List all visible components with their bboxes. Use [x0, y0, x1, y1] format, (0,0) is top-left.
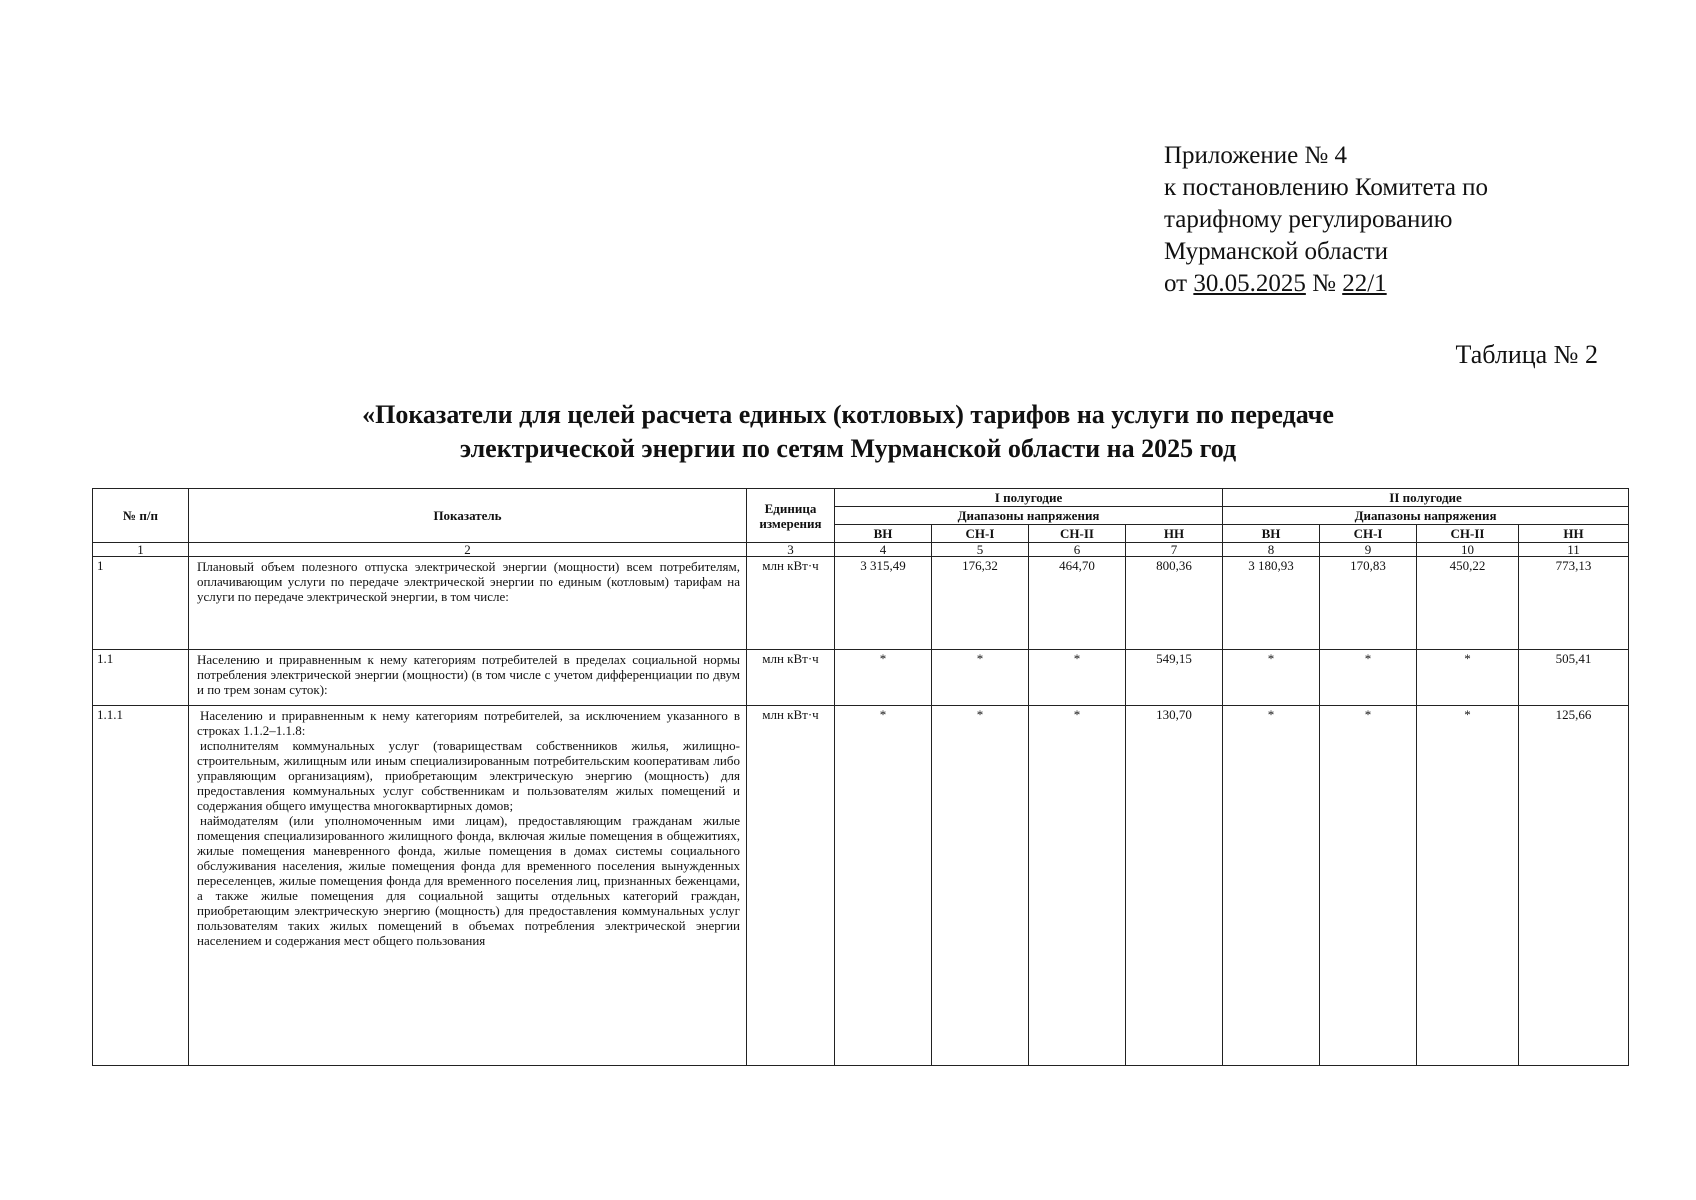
- header-level: СН-II: [1029, 525, 1126, 543]
- number-prefix: №: [1305, 270, 1343, 297]
- row-value: *: [1029, 706, 1126, 1066]
- header-level: НН: [1126, 525, 1223, 543]
- table-row: [93, 650, 1629, 706]
- row-value: 800,36: [1126, 557, 1223, 650]
- row-value: *: [835, 650, 932, 706]
- header-indicator: Показатель: [189, 489, 747, 543]
- row-value: 125,66: [1519, 706, 1629, 1066]
- row-value: *: [835, 706, 932, 1066]
- document-title: [0, 398, 1696, 466]
- row-number: 1.1: [93, 650, 189, 706]
- decree-date: 30.05.2025: [1193, 270, 1306, 297]
- title-line2: электрической энергии по сетям Мурманской области на 2025 год: [459, 434, 1237, 463]
- column-index: 4: [835, 543, 932, 557]
- header-level: СН-I: [1320, 525, 1417, 543]
- appendix-line4: Мурманской области: [1164, 238, 1389, 265]
- column-index-row: [93, 543, 1629, 557]
- header-ranges-1: Диапазоны напряжения: [835, 507, 1223, 525]
- row-value: 505,41: [1519, 650, 1629, 706]
- row-value: 773,13: [1519, 557, 1629, 650]
- row-unit: млн кВт·ч: [747, 650, 835, 706]
- column-index: 11: [1519, 543, 1629, 557]
- header-ranges-2: Диапазоны напряжения: [1223, 507, 1629, 525]
- row-indicator-par2: исполнителям коммунальных услуг (товариществам собственников жилья, жилищно-строительным, жилищным или иным специализированным потребительским кооперативам либо управляющим организациям), приобретающим электрическую энергию (мощность) для предоставления коммунальных услуг собственникам и пользователям жилых помещений и содержания общего имущества многоквартирных домов;: [197, 738, 740, 813]
- row-value: *: [1320, 706, 1417, 1066]
- row-value: *: [1417, 650, 1519, 706]
- decree-number: 22/1: [1342, 270, 1387, 297]
- table-row: [93, 706, 1629, 1066]
- column-index: 10: [1417, 543, 1519, 557]
- column-index: 9: [1320, 543, 1417, 557]
- header-level: НН: [1519, 525, 1629, 543]
- row-number: 1: [93, 557, 189, 650]
- row-indicator: Населению и приравненным к нему категориям потребителей в пределах социальной нормы потребления электрической энергии (мощности) (в том числе с учетом дифференциации по двум и по трем зонам суток):: [189, 650, 747, 706]
- header-level: СН-I: [932, 525, 1029, 543]
- column-index: 5: [932, 543, 1029, 557]
- column-index: 7: [1126, 543, 1223, 557]
- header-half1: I полугодие: [835, 489, 1223, 507]
- row-value: *: [1223, 650, 1320, 706]
- title-line1: «Показатели для целей расчета единых (котловых) тарифов на услуги по передаче: [362, 400, 1334, 429]
- row-indicator-par3: наймодателям (или уполномоченным ими лицам), предоставляющим гражданам жилые помещения специализированного жилищного фонда, включая жилые помещения в общежитиях, жилые помещения маневренного фонда, жилые помещения в домах системы социального обслуживания населения, жилые помещения фонда для временного поселения вынужденных переселенцев, жилые помещения фонда для временного поселения лиц, признанных беженцами, а также жилые помещения для социальной защиты отдельных категорий граждан, приобретающим электрическую энергию (мощность) для предоставления коммунальных услуг пользователям таких жилых помещений в объемах потребления электрической энергии населением и содержания мест общего пользования: [197, 813, 740, 948]
- row-value: *: [1029, 650, 1126, 706]
- appendix-line3: тарифному регулированию: [1164, 206, 1453, 233]
- column-index: 1: [93, 543, 189, 557]
- row-number: 1.1.1: [93, 706, 189, 1066]
- row-value: 176,32: [932, 557, 1029, 650]
- table-row: [93, 557, 1629, 650]
- row-indicator: [189, 706, 747, 1066]
- row-unit: млн кВт·ч: [747, 557, 835, 650]
- date-prefix: от: [1164, 270, 1194, 297]
- header-unit: Единица измерения: [747, 489, 835, 543]
- row-indicator-par1: Населению и приравненным к нему категориям потребителей, за исключением указанного в строках 1.1.2–1.1.8:: [197, 708, 740, 738]
- column-index: 3: [747, 543, 835, 557]
- appendix-date-line: [1164, 268, 1488, 300]
- column-index: 6: [1029, 543, 1126, 557]
- row-value: 450,22: [1417, 557, 1519, 650]
- column-index: 8: [1223, 543, 1320, 557]
- appendix-line2: к постановлению Комитета по: [1164, 174, 1489, 201]
- row-indicator: Плановый объем полезного отпуска электрической энергии (мощности) всем потребителям, оплачивающим услуги по передаче электрической энергии по единым (котловым) тарифам на услуги по передаче электрической энергии, в том числе:: [189, 557, 747, 650]
- row-value: *: [1417, 706, 1519, 1066]
- header-level: СН-II: [1417, 525, 1519, 543]
- row-value: 464,70: [1029, 557, 1126, 650]
- row-value: *: [932, 650, 1029, 706]
- row-value: 170,83: [1320, 557, 1417, 650]
- row-value: *: [1320, 650, 1417, 706]
- row-unit: млн кВт·ч: [747, 706, 835, 1066]
- row-value: *: [1223, 706, 1320, 1066]
- indicators-table: [92, 488, 1629, 1066]
- header-row-1: [93, 489, 1629, 507]
- row-value: *: [932, 706, 1029, 1066]
- header-num: № п/п: [93, 489, 189, 543]
- header-level: ВН: [835, 525, 932, 543]
- column-index: 2: [189, 543, 747, 557]
- header-level: ВН: [1223, 525, 1320, 543]
- row-value: 3 315,49: [835, 557, 932, 650]
- table-label: Таблица № 2: [1455, 340, 1598, 369]
- row-value: 3 180,93: [1223, 557, 1320, 650]
- header-half2: II полугодие: [1223, 489, 1629, 507]
- appendix-block: [1164, 140, 1488, 300]
- row-value: 549,15: [1126, 650, 1223, 706]
- appendix-line1: Приложение № 4: [1164, 142, 1348, 169]
- row-value: 130,70: [1126, 706, 1223, 1066]
